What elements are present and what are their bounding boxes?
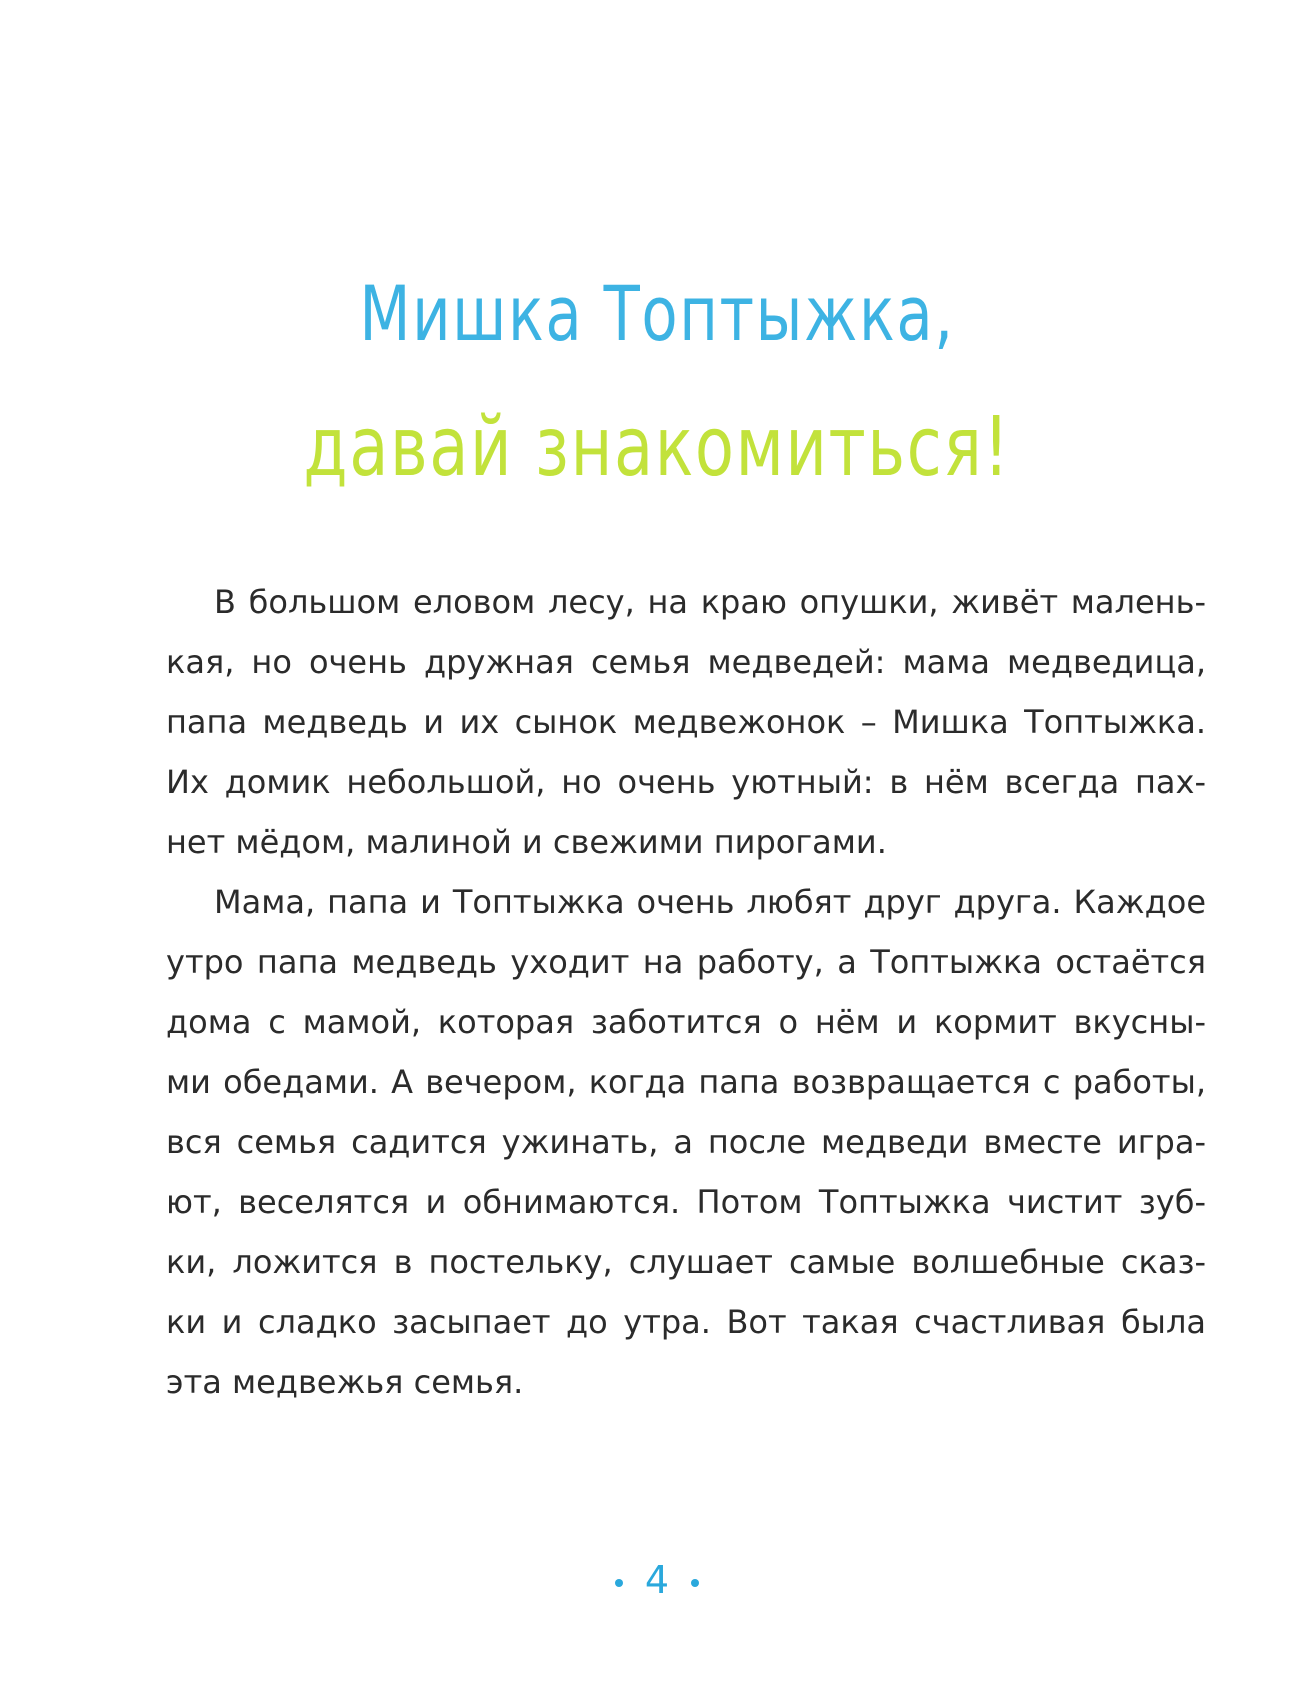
dot-icon: [615, 1579, 623, 1587]
text-line: ки и сладко засыпает до утра. Вот такая счастливая была: [166, 1303, 1206, 1341]
text-line: нет мёдом, малиной и свежими пирогами.: [166, 823, 887, 861]
text-line: утро папа медведь уходит на работу, а Топтыжка остаётся: [166, 943, 1206, 981]
dot-icon: [691, 1579, 699, 1587]
story-text: [166, 572, 1206, 1412]
text-line: ют, веселятся и обнимаются. Потом Топтыжка чистит зуб-: [166, 1183, 1206, 1221]
text-line: В большом еловом лесу, на краю опушки, живёт малень-: [214, 583, 1206, 621]
page-number: [0, 1556, 1314, 1604]
text-line: кая, но очень дружная семья медведей: мама медведица,: [166, 643, 1206, 681]
text-line: ки, ложится в постельку, слушает самые волшебные сказ-: [166, 1243, 1206, 1281]
title-line-1: Мишка Топтыжка,: [359, 269, 955, 358]
text-line: ми обедами. А вечером, когда папа возвращается с работы,: [166, 1063, 1206, 1101]
page-number-value: 4: [644, 1558, 670, 1602]
text-line: Их домик небольшой, но очень уютный: в нём всегда пах-: [166, 763, 1206, 801]
text-line: эта медвежья семья.: [166, 1363, 524, 1401]
title-line-2: давай знакомиться!: [303, 400, 1011, 495]
text-line: вся семья садится ужинать, а после медведи вместе игра-: [166, 1123, 1206, 1161]
text-line: Мама, папа и Топтыжка очень любят друг друга. Каждое: [214, 883, 1206, 921]
text-line: дома с мамой, которая заботится о нём и кормит вкусны-: [166, 1003, 1206, 1041]
text-line: папа медведь и их сынок медвежонок – Мишка Топтыжка.: [166, 703, 1206, 741]
